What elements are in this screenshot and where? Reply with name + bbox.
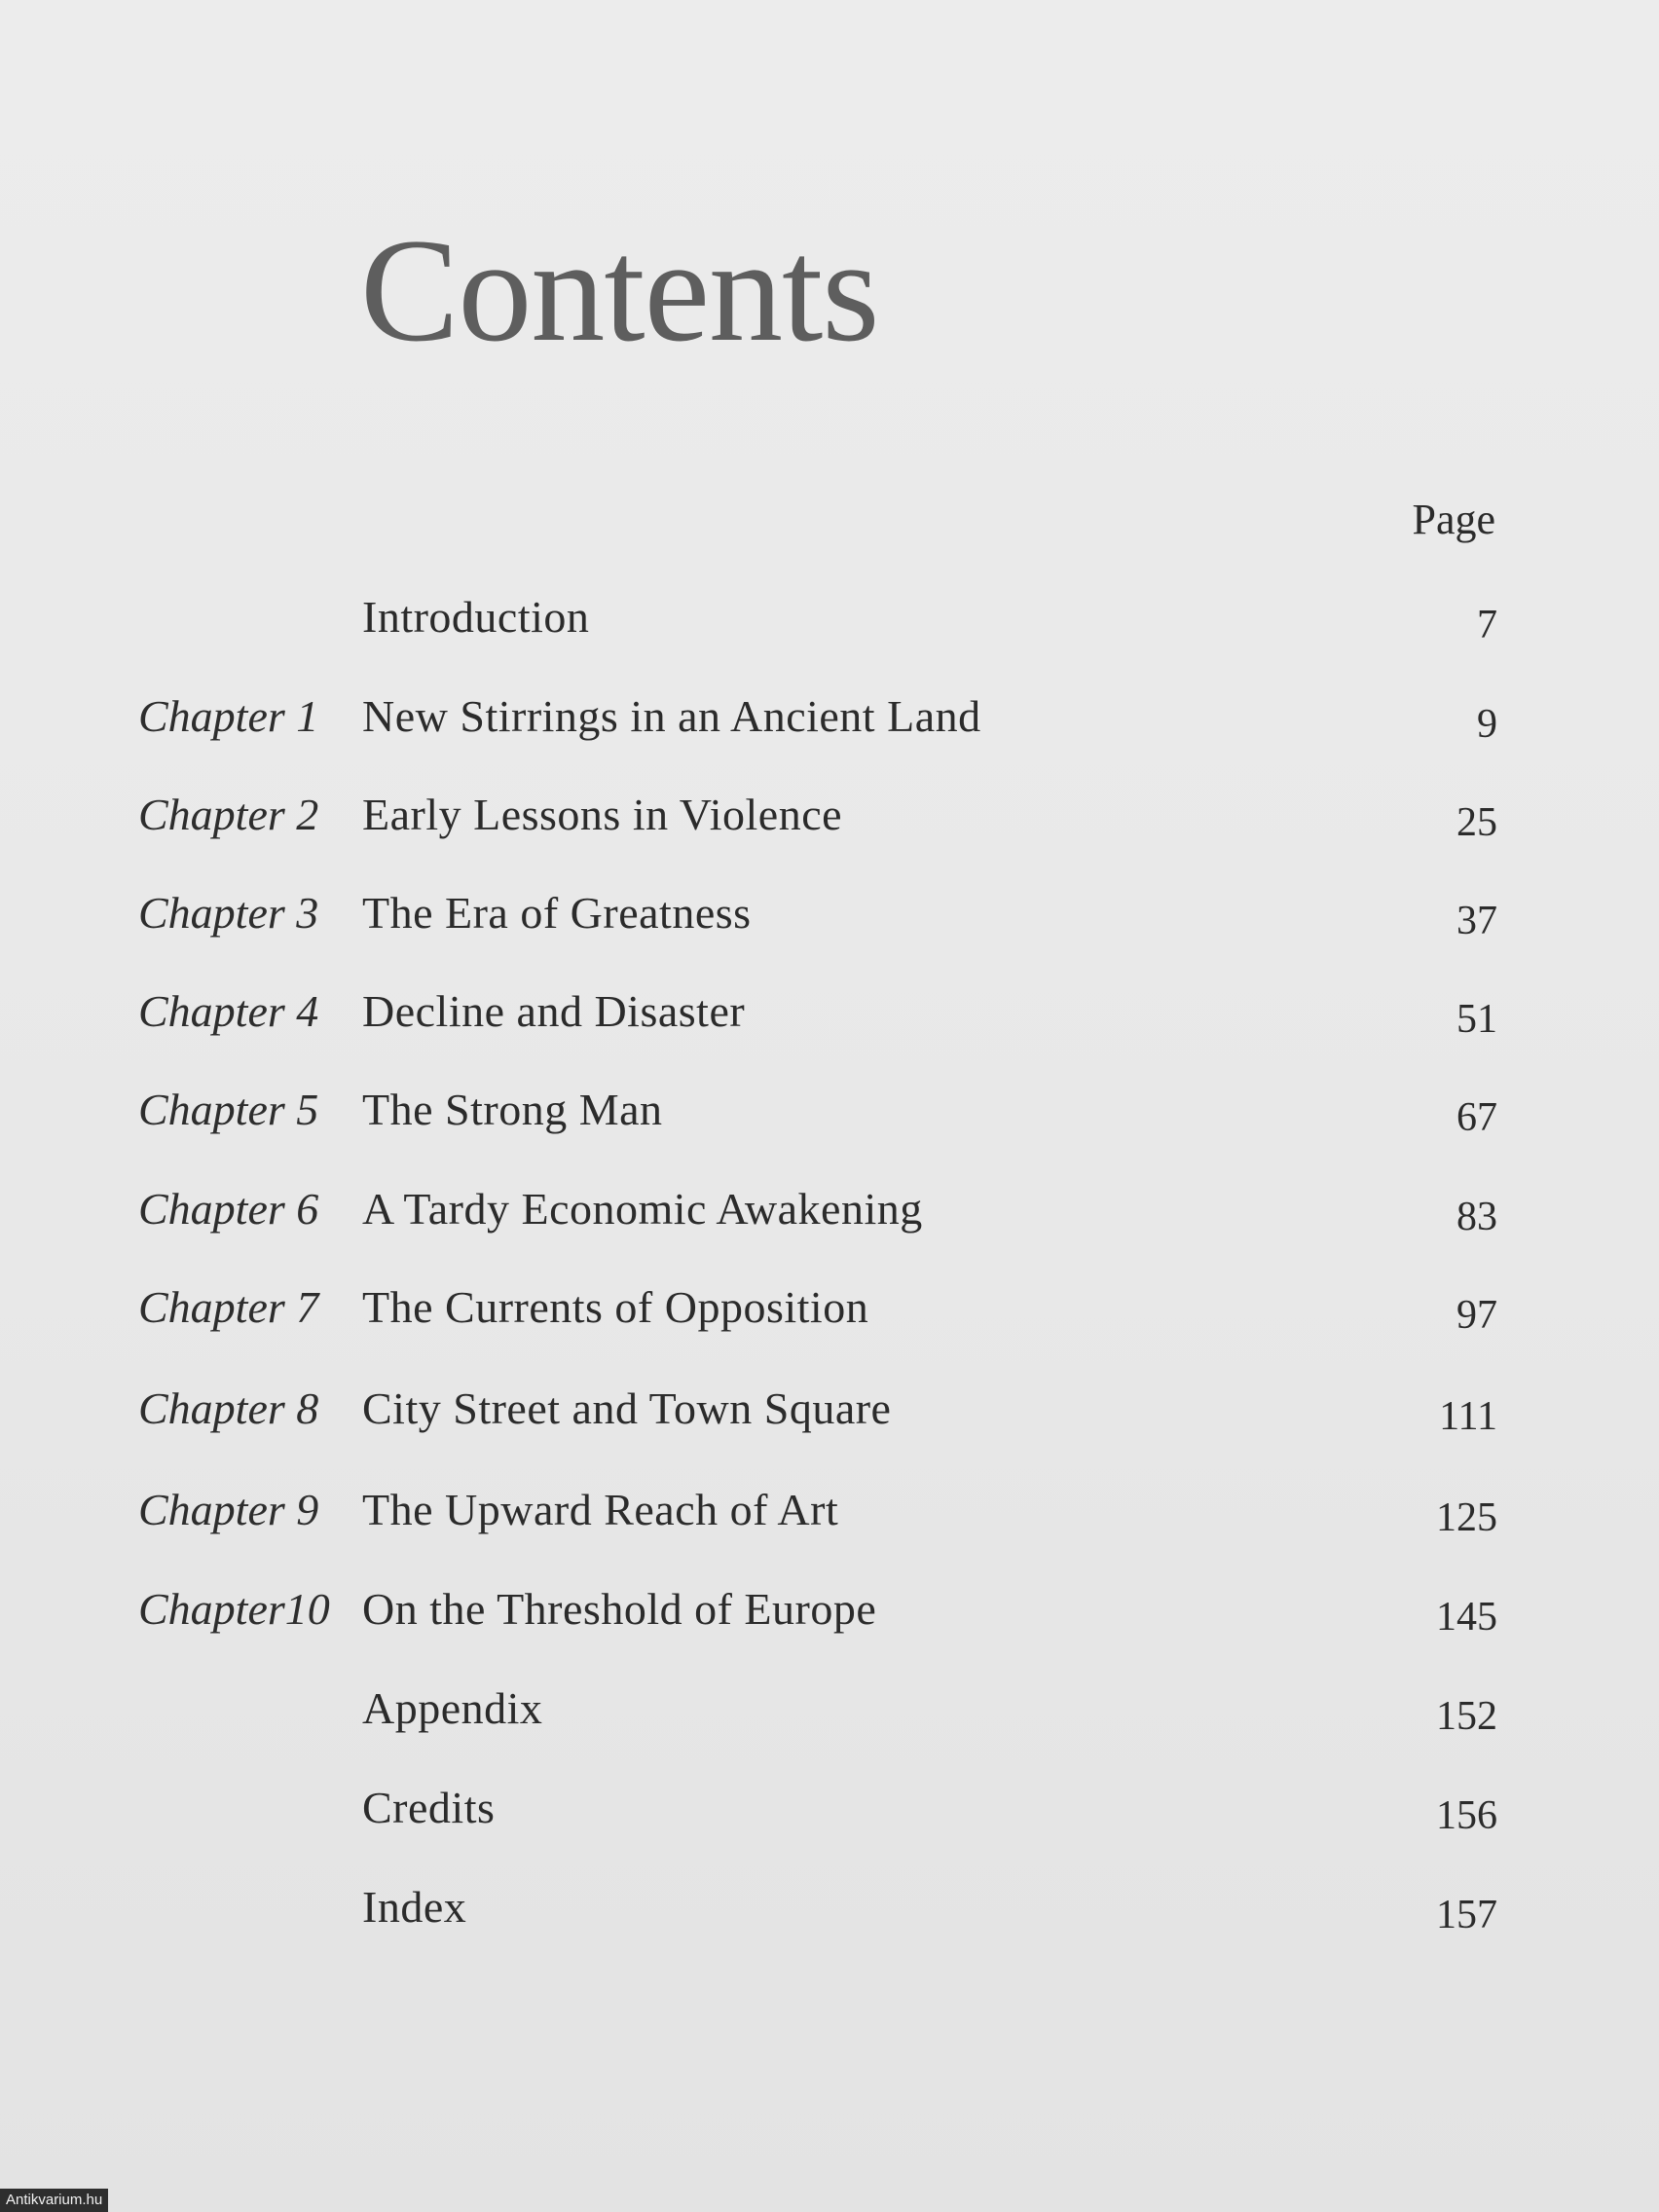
chapter-label: Chapter 8 bbox=[138, 1383, 319, 1433]
entry-title: The Currents of Opposition bbox=[362, 1282, 869, 1332]
entry-title: Appendix bbox=[362, 1683, 543, 1733]
toc-entry-chapter-9 bbox=[0, 1481, 1659, 1539]
entry-title: Credits bbox=[362, 1783, 496, 1832]
page-number: 51 bbox=[1456, 997, 1497, 1042]
entry-title: The Era of Greatness bbox=[362, 888, 752, 938]
toc-entry-chapter-4 bbox=[0, 982, 1659, 1041]
entry-title: The Upward Reach of Art bbox=[362, 1485, 839, 1534]
toc-entry-chapter-6 bbox=[0, 1180, 1659, 1238]
chapter-label: Chapter10 bbox=[138, 1584, 330, 1634]
entry-title: City Street and Town Square bbox=[362, 1383, 892, 1433]
page-number: 7 bbox=[1477, 603, 1497, 647]
page-number: 156 bbox=[1436, 1793, 1497, 1838]
page-number: 157 bbox=[1436, 1893, 1497, 1937]
toc-entry-chapter-2 bbox=[0, 786, 1659, 844]
entry-title: Decline and Disaster bbox=[362, 986, 746, 1036]
chapter-label: Chapter 9 bbox=[138, 1485, 319, 1534]
toc-entry-chapter-5 bbox=[0, 1081, 1659, 1139]
toc-entry-chapter-1 bbox=[0, 687, 1659, 746]
chapter-label: Chapter 3 bbox=[138, 888, 319, 938]
page-number: 37 bbox=[1456, 899, 1497, 943]
page-number: 111 bbox=[1439, 1394, 1497, 1439]
page-number: 67 bbox=[1456, 1095, 1497, 1140]
toc-entry-index bbox=[0, 1878, 1659, 1936]
entry-title: A Tardy Economic Awakening bbox=[362, 1184, 923, 1234]
entry-title: Early Lessons in Violence bbox=[362, 790, 843, 839]
chapter-label: Chapter 6 bbox=[138, 1184, 319, 1234]
watermark-label: Antikvarium.hu bbox=[0, 2189, 108, 2212]
page-number: 125 bbox=[1436, 1495, 1497, 1540]
chapter-label: Chapter 4 bbox=[138, 986, 319, 1036]
chapter-label: Chapter 2 bbox=[138, 790, 319, 839]
entry-title: Index bbox=[362, 1882, 467, 1932]
chapter-label: Chapter 7 bbox=[138, 1282, 319, 1332]
entry-title: Introduction bbox=[362, 592, 590, 642]
page-number: 145 bbox=[1436, 1595, 1497, 1640]
page-number: 152 bbox=[1436, 1694, 1497, 1739]
page-number: 25 bbox=[1456, 800, 1497, 845]
page-number: 97 bbox=[1456, 1293, 1497, 1338]
page-number: 83 bbox=[1456, 1195, 1497, 1239]
chapter-label: Chapter 5 bbox=[138, 1085, 319, 1134]
entry-title: On the Threshold of Europe bbox=[362, 1584, 877, 1634]
page-title: Contents bbox=[360, 208, 879, 372]
entry-title: New Stirrings in an Ancient Land bbox=[362, 691, 981, 741]
toc-entry-credits bbox=[0, 1779, 1659, 1837]
toc-entry-appendix bbox=[0, 1679, 1659, 1738]
toc-entry-chapter-10 bbox=[0, 1580, 1659, 1639]
toc-entry-chapter-8 bbox=[0, 1380, 1659, 1438]
toc-entry-introduction bbox=[0, 588, 1659, 646]
page-column-header: Page bbox=[1412, 496, 1495, 543]
entry-title: The Strong Man bbox=[362, 1085, 663, 1134]
chapter-label: Chapter 1 bbox=[138, 691, 319, 741]
page-number: 9 bbox=[1477, 702, 1497, 747]
toc-entry-chapter-3 bbox=[0, 884, 1659, 942]
toc-entry-chapter-7 bbox=[0, 1278, 1659, 1337]
